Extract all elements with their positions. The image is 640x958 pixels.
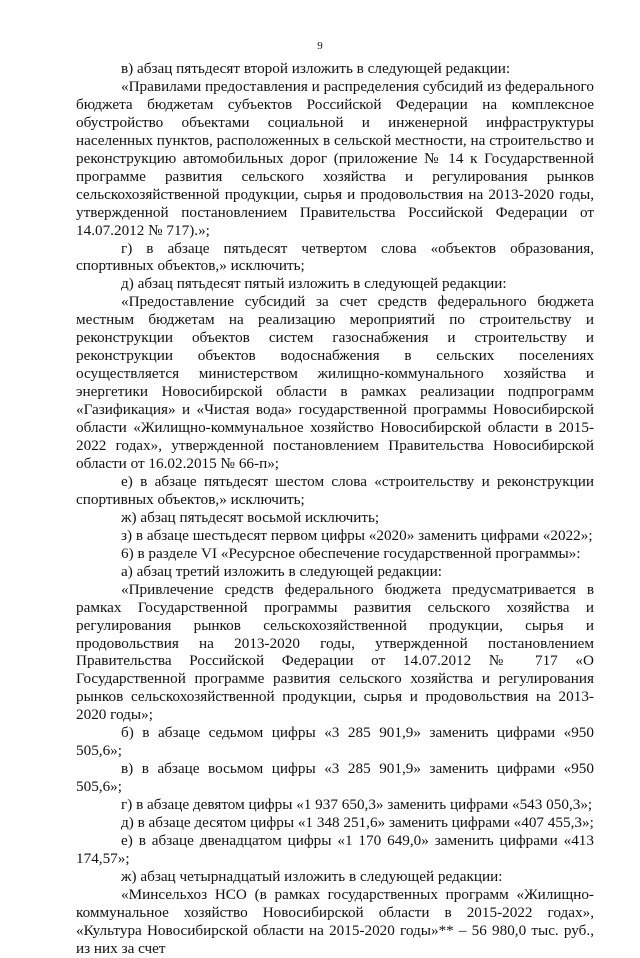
paragraph: г) в абзаце пятьдесят четвертом слова «объектов образования, спортивных объектов,» исключить; bbox=[76, 239, 594, 275]
paragraph: а) абзац третий изложить в следующей редакции: bbox=[121, 562, 442, 580]
paragraph: в) в абзаце восьмом цифры «3 285 901,9» заменить цифрами «950 505,6»; bbox=[76, 760, 594, 796]
paragraph: 6) в разделе VI «Ресурсное обеспечение государственной программы»: bbox=[121, 544, 581, 562]
paragraph: «Минсельхоз НСО (в рамках государственных программ «Жилищно-коммунальное хозяйство Новосибирской области в 2015-2022 годах», «Культура Новосибирской области на 2015-2020 годы»** – 56 980,0 тыс. руб., из них за счет bbox=[76, 885, 594, 957]
paragraph: г) в абзаце девятом цифры «1 937 650,3» заменить цифрами «543 050,3»; bbox=[121, 796, 593, 814]
paragraph: д) абзац пятьдесят пятый изложить в следующей редакции: bbox=[121, 275, 507, 293]
paragraph: «Правилами предоставления и распределения субсидий из федерального бюджета бюджетам субъектов Российской Федерации на комплексное обустройство объектами социальной и инженерной инфраструктуры населенных пунктов, расположенных в сельской местности, на строительство и реконструкцию автомобильных дорог (приложение № 14 к Государственной программе развития сельского хозяйства и регулирования рынков сельскохозяйственной продукции, сырья и продовольствия на 2013-2020 годы, утвержденной постановлением Правительства Российской Федерации от 14.07.2012 № 717).»; bbox=[76, 77, 594, 239]
paragraph: «Привлечение средств федерального бюджета предусматривается в рамках Государственной программы развития сельского хозяйства и регулирования рынков сельскохозяйственной продукции, сырья и продовольствия на 2013-2020 годы, утвержденной постановлением Правительства Российской Федерации от 14.07.2012 № 717 «О Государственной программе развития сельского хозяйства и регулирования рынков сельскохозяйственной продукции, сырья и продовольствия на 2013-2020 годы»; bbox=[76, 580, 594, 724]
paragraph: «Предоставление субсидий за счет средств федерального бюджета местным бюджетам на реализацию мероприятий по строительству и реконструкции объектов систем газоснабжения и строительству и реконструкции объектов водоснабжения в сельских поселениях осуществляется министерством жилищно-коммунального хозяйства и энергетики Новосибирской области в рамках реализации подпрограмм «Газификация» и «Чистая вода» государственной программы Новосибирской области «Жилищно-коммунальное хозяйство Новосибирской области в 2015-2022 годах», утвержденной постановлением Правительства Новосибирской области от 16.02.2015 № 66-п»; bbox=[76, 293, 594, 472]
paragraph: з) в абзаце шестьдесят первом цифры «2020» заменить цифрами «2022»; bbox=[121, 526, 593, 544]
paragraph: б) в абзаце седьмом цифры «3 285 901,9» заменить цифрами «950 505,6»; bbox=[76, 724, 594, 760]
paragraph: е) в абзаце пятьдесят шестом слова «строительству и реконструкции спортивных объектов,» исключить; bbox=[76, 472, 594, 508]
page-number: 9 bbox=[317, 40, 323, 52]
paragraph: д) в абзаце десятом цифры «1 348 251,6» заменить цифрами «407 455,3»; bbox=[121, 814, 594, 832]
paragraph: ж) абзац четырнадцатый изложить в следующей редакции: bbox=[121, 867, 503, 885]
paragraph: в) абзац пятьдесят второй изложить в следующей редакции: bbox=[121, 60, 511, 77]
document-body bbox=[76, 60, 594, 958]
paragraph: ж) абзац пятьдесят восьмой исключить; bbox=[121, 508, 380, 526]
paragraph: е) в абзаце двенадцатом цифры «1 170 649,0» заменить цифрами «413 174,57»; bbox=[76, 831, 594, 867]
